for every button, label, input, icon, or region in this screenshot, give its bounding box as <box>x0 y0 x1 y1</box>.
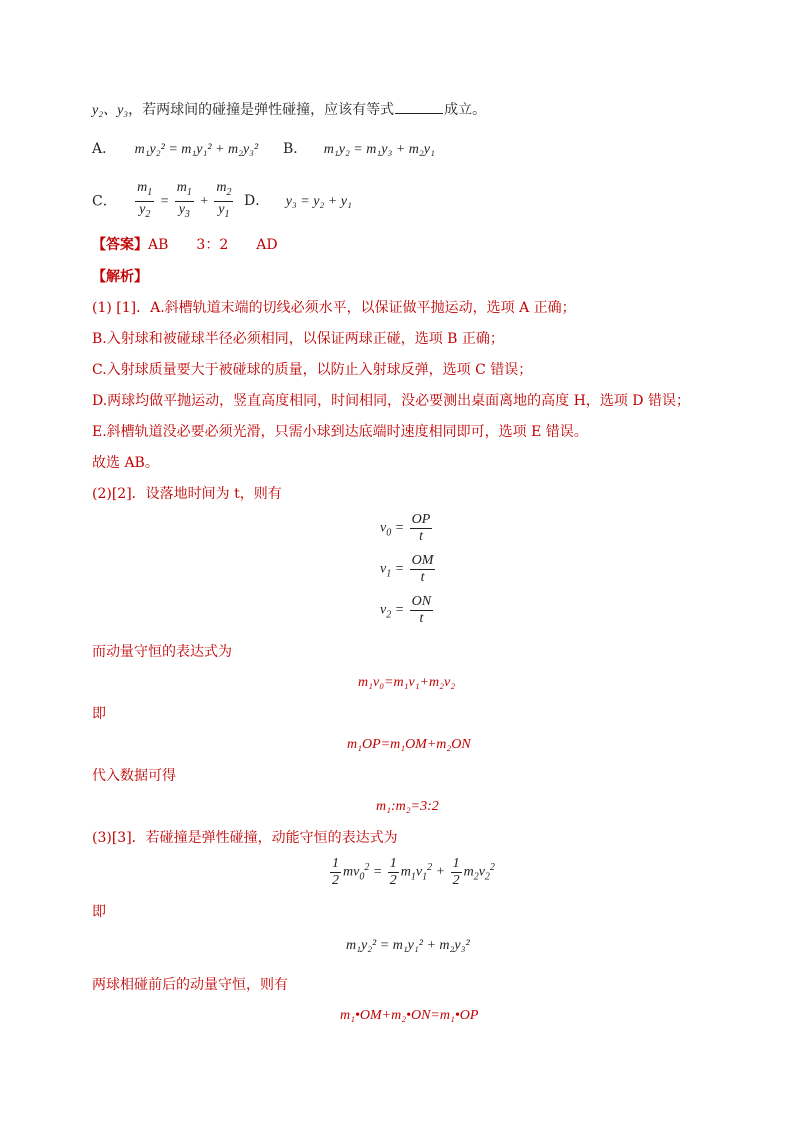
substitute-text: 代入数据可得 <box>92 768 176 784</box>
analysis-label: 【解析】 <box>92 269 148 285</box>
vars-y2-y3: y₂、y₃ <box>92 103 129 118</box>
option-d-expr: y₃ = y₂ + y₁ <box>285 194 352 209</box>
answer-label: 【答案】 <box>92 237 148 253</box>
analysis-line-1: (1) [1]．A.斜槽轨道末端的切线必须水平，以保证做平抛运动，选项 A 正确； <box>92 300 576 316</box>
answer-1: AB <box>148 237 169 253</box>
ji-2: 即 <box>92 904 106 920</box>
option-d-label: D． <box>244 193 270 209</box>
ji-1: 即 <box>92 706 106 722</box>
analysis-line-5: E.斜槽轨道没必要必须光滑，只需小球到达底端时速度相同即可，选项 E 错误。 <box>92 424 588 440</box>
analysis-line-2: B.入射球和被碰球半径必须相同，以保证两球正碰，选项 B 正确； <box>92 331 504 347</box>
answer-2: 3：2 <box>196 237 229 253</box>
question-suffix: 成立。 <box>444 102 487 118</box>
momentum-eq: m₁v₀=m₁v₁+m₂v₂ <box>358 675 456 690</box>
answer-3: AD <box>256 237 278 253</box>
option-a-expr: m₁y₂² = m₁y₁² + m₂y₃² <box>134 142 259 157</box>
option-a <box>92 138 258 158</box>
answer-blank <box>395 101 443 114</box>
final-eq: m₁•OM+m₂•ON=m₁•OP <box>340 1008 479 1023</box>
question-line <box>92 100 486 121</box>
eq-v1: $v_1$ = $\frac{OM}{t}$ <box>380 553 434 585</box>
energy-eq: $\frac{1}{2}$ $mv_0^2$ = $\frac{1}{2}$ $m_1v_1^2$ + $\frac{1}{2}$ $m_2v_2^2$ <box>332 856 495 888</box>
answer-line <box>92 235 278 255</box>
before-after-text: 两球相碰前后的动量守恒，则有 <box>92 977 288 993</box>
question-text: ，若两球间的碰撞是弹性碰撞，应该有等式 <box>128 102 395 118</box>
analysis-line-4: D.两球均做平抛运动，竖直高度相同，时间相同，没必要测出桌面离地的高度 H，选项 D 错误； <box>92 393 690 409</box>
analysis-line-6: 故选 AB。 <box>92 455 159 471</box>
option-b <box>283 138 435 158</box>
analysis-line-3: C.入射球质量要大于被碰球的质量，以防止入射球反弹，选项 C 错误； <box>92 362 533 378</box>
eq-v0: $v_0$ = $\frac{OP}{t}$ <box>380 512 431 544</box>
option-b-expr: m₁y₂ = m₁y₃ + m₂y₁ <box>323 142 435 157</box>
option-a-label: A． <box>92 141 117 157</box>
option-d <box>244 190 352 210</box>
option-b-label: B． <box>283 141 308 157</box>
option-c-label: C． <box>92 193 117 210</box>
ratio-eq: m₁:m₂=3:2 <box>376 799 439 814</box>
eq-v2: $v_2$ = $\frac{ON}{t}$ <box>380 594 432 626</box>
momentum-eq2: m₁OP=m₁OM+m₂ON <box>347 737 471 752</box>
analysis-line-7: (2)[2]．设落地时间为 t，则有 <box>92 486 282 502</box>
energy-eq2: m₁y₂² = m₁y₁² + m₂y₃² <box>346 938 470 953</box>
momentum-text: 而动量守恒的表达式为 <box>92 644 232 660</box>
part3-text: (3)[3]．若碰撞是弹性碰撞，动能守恒的表达式为 <box>92 830 398 846</box>
option-c <box>92 180 235 223</box>
option-c-expr: $\frac{m_1}{y_2}$ = $\frac{m_1}{y_3}$ + $\frac{m_2}{y_1}$ <box>137 180 232 220</box>
